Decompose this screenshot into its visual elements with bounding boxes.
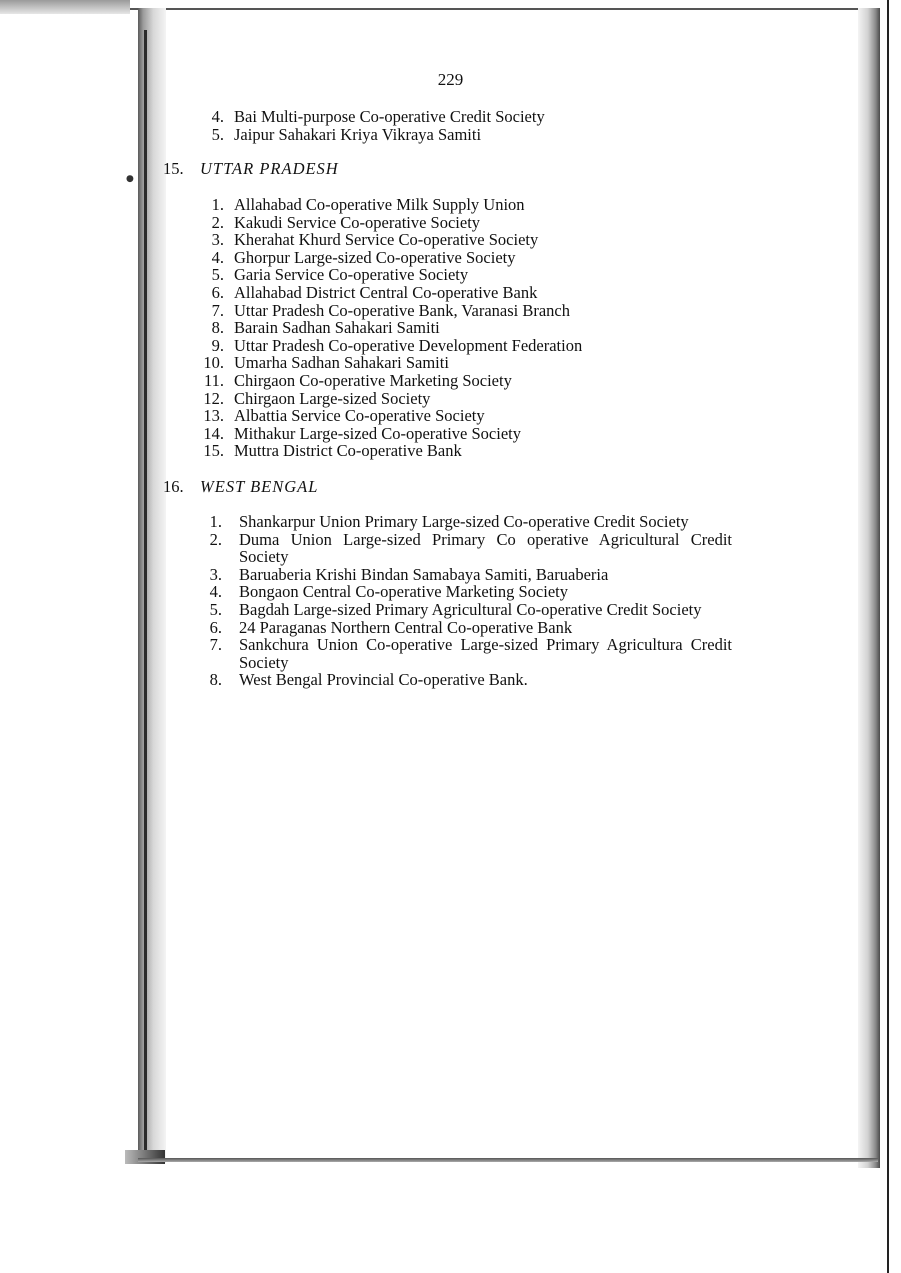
item-number: 11. <box>203 370 224 390</box>
list-item <box>196 372 796 390</box>
list-item <box>196 425 796 443</box>
item-text: Umarha Sadhan Sahakari Samiti <box>234 353 449 373</box>
item-number: 4. <box>211 107 224 126</box>
item-text: West Bengal Provincial Co-operative Bank. <box>239 670 528 690</box>
item-text: Uttar Pradesh Co-operative Bank, Varanasi Branch <box>234 300 571 320</box>
item-number: 8. <box>209 670 222 690</box>
section-title: WEST BENGAL <box>200 477 319 496</box>
page-number: 229 <box>437 70 464 89</box>
item-number: 10. <box>203 353 224 373</box>
list-item <box>196 196 796 214</box>
item-text: Ghorpur Large-sized Co-operative Society <box>234 247 516 267</box>
page-bottom-edge <box>138 1158 878 1162</box>
item-number: 4. <box>211 247 224 267</box>
list-item <box>196 407 796 425</box>
item-number: 5. <box>211 124 224 144</box>
rajasthan-continued-list <box>196 108 796 143</box>
left-binding-edge <box>144 30 147 1155</box>
item-text: Jaipur Sahakari Kriya Vikraya Samiti <box>234 124 482 144</box>
item-number: 2. <box>211 212 224 232</box>
uttar-pradesh-list <box>196 196 796 460</box>
item-text: Chirgaon Large-sized Society <box>234 388 431 408</box>
item-text: Bagdah Large-sized Primary Agricultural Co-operative Credit Society <box>239 599 702 619</box>
right-page-edge <box>887 0 889 1273</box>
item-number: 3. <box>209 564 222 584</box>
item-number: 14. <box>203 423 224 443</box>
item-number: 8. <box>211 318 224 338</box>
list-item <box>198 671 732 689</box>
list-item <box>196 442 796 460</box>
item-number: 15. <box>203 441 224 461</box>
section-number: 16. <box>163 477 184 496</box>
item-number: 1. <box>211 195 224 214</box>
section-heading-west-bengal <box>163 477 319 497</box>
item-number: 5. <box>211 265 224 285</box>
item-text: Baruaberia Krishi Bindan Samabaya Samiti, Baruaberia <box>239 564 609 584</box>
page-top-edge <box>130 8 875 10</box>
west-bengal-list <box>198 513 732 689</box>
section-title: UTTAR PRADESH <box>200 159 339 178</box>
item-text: Duma Union Large-sized Primary Co operative Agricultural Credit Society <box>239 529 732 567</box>
list-item <box>196 302 796 320</box>
item-text: Bongaon Central Co-operative Marketing Society <box>239 582 569 602</box>
list-item <box>196 319 796 337</box>
list-item <box>198 513 732 531</box>
item-text: Muttra District Co-operative Bank <box>234 441 462 461</box>
item-text: Allahabad District Central Co-operative Bank <box>234 282 538 302</box>
item-number: 7. <box>211 300 224 320</box>
scan-corner-shadow <box>0 0 130 14</box>
item-text: 24 Paraganas Northern Central Co-operative Bank <box>239 617 573 637</box>
item-number: 3. <box>211 230 224 250</box>
margin-dot-mark: ● <box>126 174 134 184</box>
item-text: Barain Sadhan Sahakari Samiti <box>234 318 440 338</box>
item-number: 7. <box>209 635 222 655</box>
list-item <box>196 249 796 267</box>
item-number: 4. <box>209 582 222 602</box>
item-text: Bai Multi-purpose Co-operative Credit Society <box>234 107 545 126</box>
item-number: 12. <box>203 388 224 408</box>
right-binding-shadow <box>858 8 880 1168</box>
list-item <box>196 231 796 249</box>
item-text: Kakudi Service Co-operative Society <box>234 212 481 232</box>
list-item <box>198 619 732 637</box>
item-text: Sankchura Union Co-operative Large-sized Primary Agricultura Credit Society <box>239 635 732 672</box>
item-number: 2. <box>209 529 222 549</box>
list-item <box>196 390 796 408</box>
item-number: 13. <box>203 406 224 426</box>
section-heading-uttar-pradesh <box>163 159 339 179</box>
item-text: Chirgaon Co-operative Marketing Society <box>234 370 512 390</box>
item-number: 5. <box>209 599 222 619</box>
section-number: 15. <box>163 159 184 178</box>
list-item <box>196 354 796 372</box>
item-number: 6. <box>209 617 222 637</box>
list-item <box>198 531 732 566</box>
list-item <box>196 284 796 302</box>
list-item <box>196 126 796 144</box>
list-item <box>196 337 796 355</box>
list-item <box>198 583 732 601</box>
list-item <box>196 108 796 126</box>
item-number: 9. <box>211 335 224 355</box>
item-text: Shankarpur Union Primary Large-sized Co-operative Credit Society <box>239 512 689 531</box>
list-item <box>198 566 732 584</box>
list-item <box>198 601 732 619</box>
item-text: Uttar Pradesh Co-operative Development Federation <box>234 335 583 355</box>
item-text: Albattia Service Co-operative Society <box>234 406 485 426</box>
item-text: Garia Service Co-operative Society <box>234 265 469 285</box>
list-item <box>196 266 796 284</box>
left-binding-shadow <box>138 8 166 1163</box>
list-item <box>198 636 732 671</box>
item-text: Kherahat Khurd Service Co-operative Society <box>234 230 539 250</box>
list-item <box>196 214 796 232</box>
item-number: 6. <box>211 282 224 302</box>
item-number: 1. <box>209 512 222 531</box>
item-text: Allahabad Co-operative Milk Supply Union <box>234 195 525 214</box>
item-text: Mithakur Large-sized Co-operative Society <box>234 423 521 443</box>
